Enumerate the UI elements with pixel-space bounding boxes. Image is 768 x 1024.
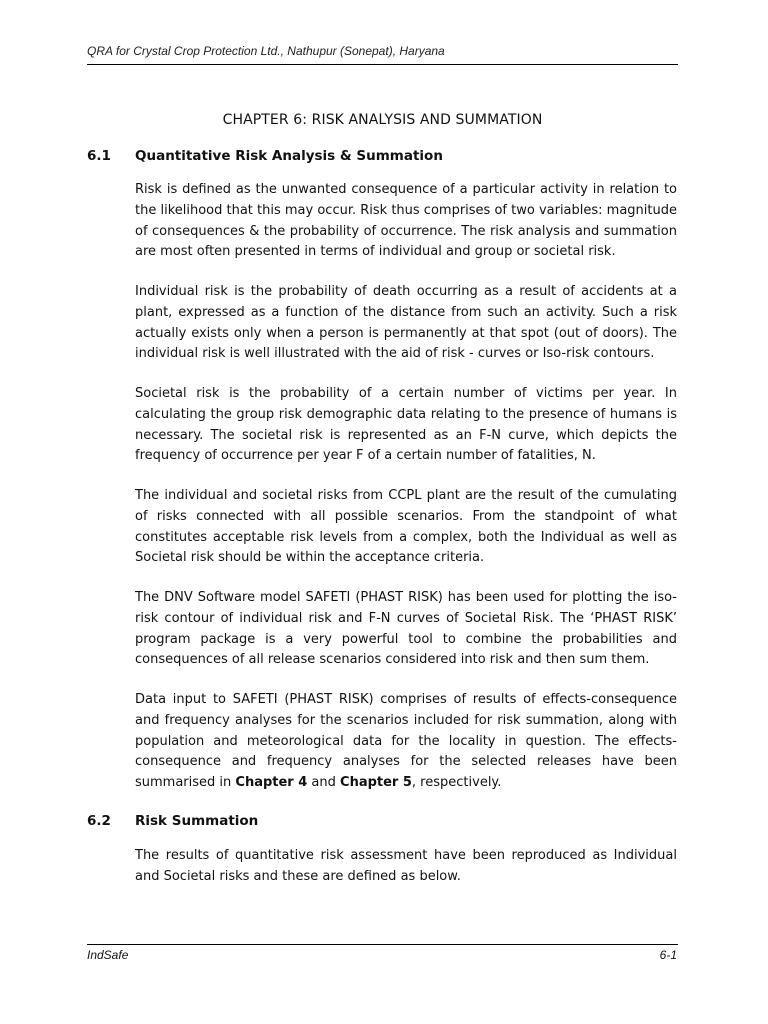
chapter-title: CHAPTER 6: RISK ANALYSIS AND SUMMATION bbox=[222, 112, 543, 128]
section-title: Quantitative Risk Analysis & Summation bbox=[135, 148, 443, 164]
text-segment: Data input to SAFETI (PHAST RISK) comprises of results of effects-consequence and frequency analyses for the scenarios included for risk summation, along with population and meteorological data for the locality in question. The effects-consequence and frequency analyses for the selected releases have been summarised in bbox=[135, 692, 677, 791]
text-segment: and bbox=[307, 775, 341, 791]
footer-rule bbox=[87, 944, 678, 945]
page-number: 6-1 bbox=[659, 948, 677, 962]
paragraph-risk-summation: The results of quantitative risk assessment have been reproduced as Individual and Societal risks and these are defined as below. bbox=[135, 848, 677, 884]
section-number: 6.1 bbox=[87, 148, 111, 164]
section-heading-6-2 bbox=[87, 813, 258, 829]
paragraph-data-input bbox=[135, 690, 677, 794]
text-segment: , respectively. bbox=[411, 775, 502, 791]
section-number: 6.2 bbox=[87, 813, 111, 829]
section-heading-6-1 bbox=[87, 148, 443, 164]
paragraph-cumulative-risk: The individual and societal risks from CCPL plant are the result of the cumulating of risks connected with all possible scenarios. From the standpoint of what constitutes acceptable risk levels from a complex, both the Individual as well as Societal risk should be within the acceptance criteria. bbox=[135, 488, 677, 566]
running-header: QRA for Crystal Crop Protection Ltd., Nathupur (Sonepat), Haryana bbox=[87, 44, 445, 58]
chapter-reference: Chapter 4 bbox=[235, 775, 308, 791]
paragraph-societal-risk: Societal risk is the probability of a certain number of victims per year. In calculating the group risk demographic data relating to the presence of humans is necessary. The societal risk is represented as an F-N curve, which depicts the frequency of occurrence per year F of a certain number of fatalities, N. bbox=[135, 386, 677, 464]
paragraph-risk-definition: Risk is defined as the unwanted consequence of a particular activity in relation to the likelihood that this may occur. Risk thus comprises of two variables: magnitude of consequences & the probability of occurrence. The risk analysis and summation are most often presented in terms of individual and group or societal risk. bbox=[135, 182, 677, 260]
header-rule bbox=[87, 64, 678, 65]
paragraph-safeti-model: The DNV Software model SAFETI (PHAST RISK) has been used for plotting the iso-risk contour of individual risk and F-N curves of Societal Risk. The ‘PHAST RISK’ program package is a very powerful tool to combine the probabilities and consequences of all release scenarios considered into risk and then sum them. bbox=[135, 590, 677, 668]
footer-company: IndSafe bbox=[87, 948, 129, 962]
chapter-reference: Chapter 5 bbox=[340, 775, 412, 791]
paragraph-individual-risk: Individual risk is the probability of death occurring as a result of accidents at a plant, expressed as a function of the distance from such an activity. Such a risk actually exists only when a person is permanently at that spot (out of doors). The individual risk is well illustrated with the aid of risk - curves or Iso-risk contours. bbox=[135, 284, 677, 362]
section-title: Risk Summation bbox=[135, 813, 259, 829]
